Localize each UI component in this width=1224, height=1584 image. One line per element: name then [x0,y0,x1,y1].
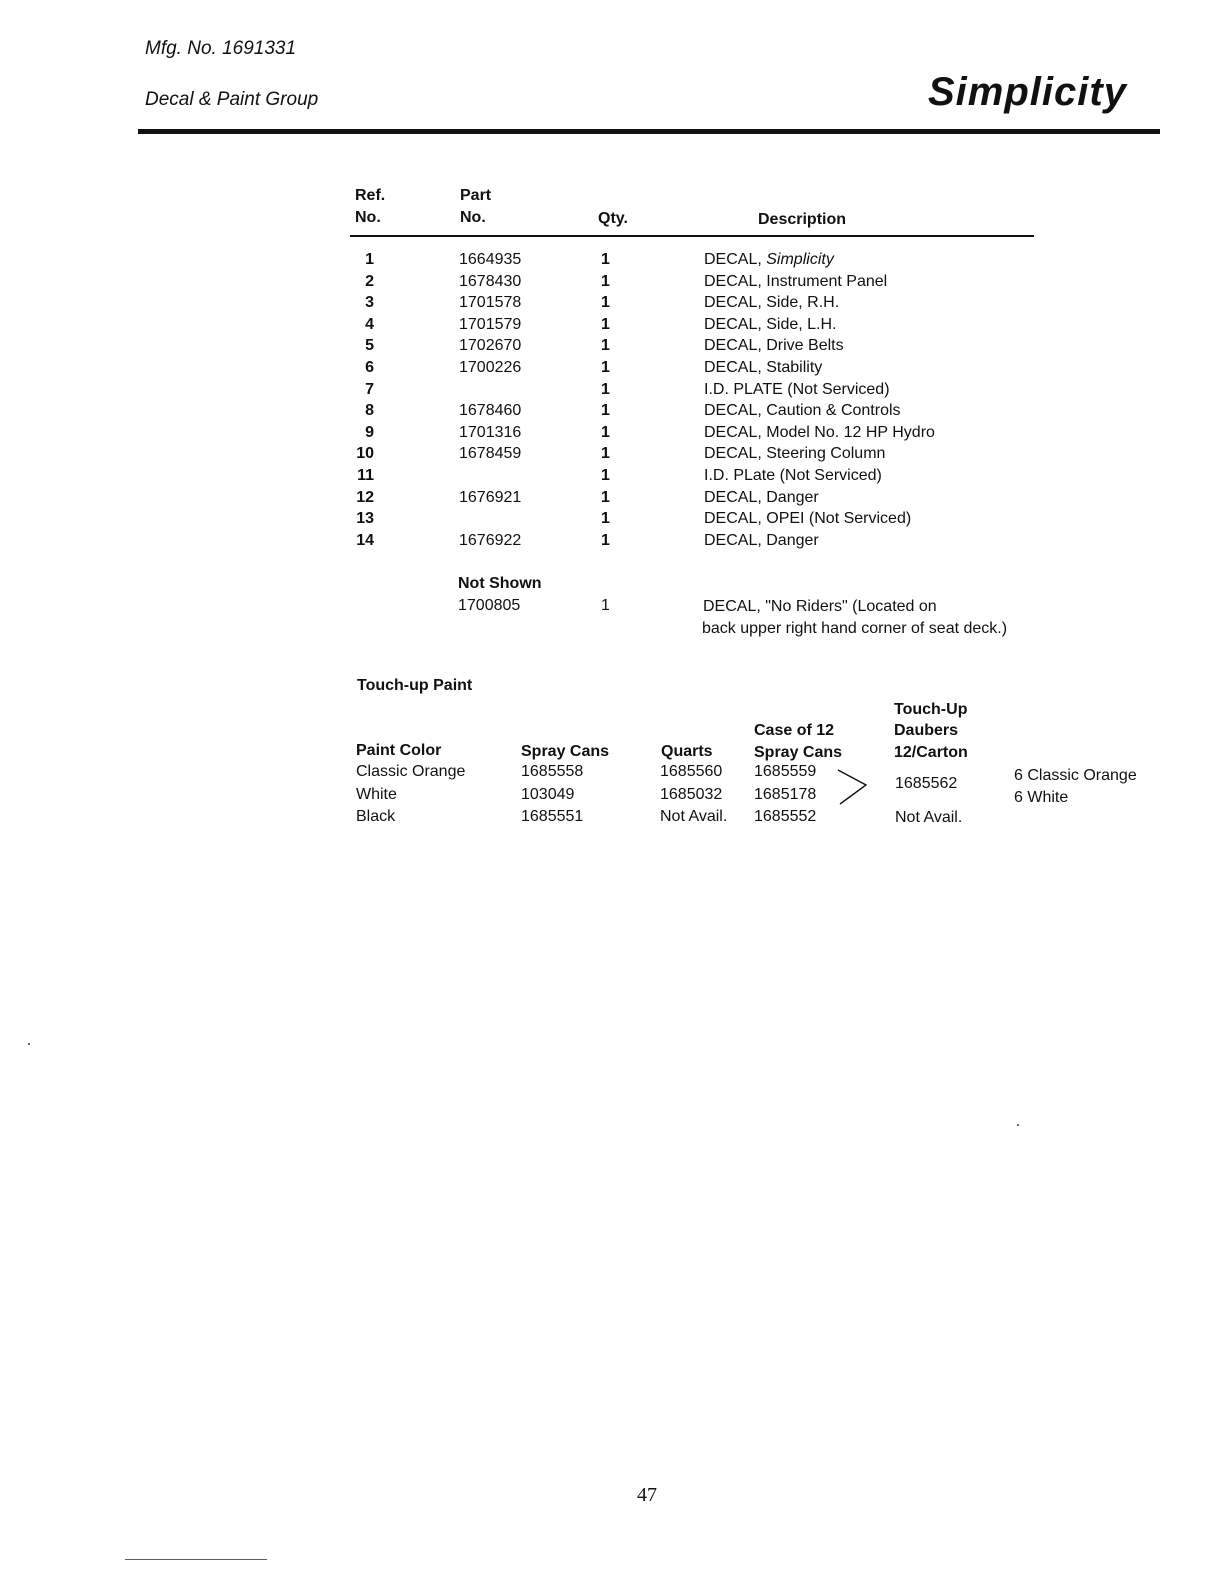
table-row-ref: 4 [365,316,374,333]
table-row-description [704,337,844,355]
not-shown-desc-line1: DECAL, "No Riders" (Located on [703,598,937,615]
table-row-part: 1700226 [459,359,522,376]
table-row-description [704,359,822,377]
mfg-number: Mfg. No. 1691331 [145,38,297,59]
description-text: DECAL, Danger [704,489,819,506]
section-title: Decal & Paint Group [145,89,319,110]
table-row-part: 1678460 [459,402,522,419]
not-shown-qty: 1 [601,597,610,614]
paint-col-color: Paint Color [356,742,442,759]
table-row-part: 1701316 [459,424,522,441]
not-shown-desc-line2: back upper right hand corner of seat deck.) [702,620,1008,637]
table-header-rule [350,235,1034,237]
table-row-qty: 1 [601,532,610,549]
paint-row-spray: 1685551 [521,808,584,825]
not-shown-label: Not Shown [458,575,542,592]
description-text: I.D. PLate (Not Serviced) [704,467,882,484]
table-row-part: 1678430 [459,273,522,290]
paint-col-case-line2: Spray Cans [754,744,843,761]
table-row-ref: 14 [356,532,374,549]
table-row-part: 1678459 [459,445,522,462]
carton-note-line1: 6 Classic Orange [1014,767,1137,784]
paint-row-quarts: 1685560 [660,763,723,780]
table-row-description [704,489,819,507]
col-part-line2: No. [460,209,486,226]
table-row-description [704,445,885,463]
table-row-qty: 1 [601,510,610,527]
description-text: DECAL, Caution & Controls [704,402,901,419]
table-row-qty: 1 [601,402,610,419]
table-row-qty: 1 [601,381,610,398]
table-row-qty: 1 [601,467,610,484]
description-text: DECAL, Steering Column [704,445,886,462]
table-row-qty: 1 [601,445,610,462]
description-text: DECAL, OPEI (Not Serviced) [704,510,912,527]
scan-speck [1017,1124,1019,1126]
table-row-part: 1664935 [459,251,522,268]
table-row-description [704,316,837,334]
table-row-qty: 1 [601,316,610,333]
paint-col-case-line1: Case of 12 [754,722,835,739]
paint-row-spray: 1685558 [521,763,584,780]
paint-row-color: White [356,786,397,803]
paint-col-spray: Spray Cans [521,743,610,760]
header-rule [138,129,1160,134]
page-number: 47 [637,1484,657,1506]
not-shown-part: 1700805 [458,597,521,614]
description-text: DECAL, Danger [704,532,819,549]
description-text: DECAL, [704,251,767,268]
table-row-qty: 1 [601,273,610,290]
paint-col-daubers-line1: Touch-Up [894,701,968,718]
table-row-ref: 5 [365,337,374,354]
table-row-ref: 9 [365,424,374,441]
footer-line [125,1559,267,1560]
table-row-part: 1676921 [459,489,522,506]
description-text: DECAL, Drive Belts [704,337,844,354]
table-row-qty: 1 [601,489,610,506]
table-row-description [704,294,839,312]
table-row-ref: 6 [365,359,374,376]
description-text: DECAL, Side, L.H. [704,316,837,333]
paint-col-quarts: Quarts [661,743,713,760]
paint-col-daubers-line3: 12/Carton [894,744,968,761]
table-row-ref: 13 [356,510,374,527]
brand-logo: Simplicity [928,70,1127,114]
paint-col-daubers-line2: Daubers [894,722,959,739]
paint-row-color: Classic Orange [356,763,466,780]
paint-row-spray: 103049 [521,786,575,803]
table-row-description [704,532,819,550]
bracket-chevron-icon [836,766,872,808]
table-row-qty: 1 [601,424,610,441]
description-brand: Simplicity [766,251,834,268]
table-row-description [704,467,882,485]
scan-speck [28,1043,30,1045]
description-text: DECAL, Instrument Panel [704,273,888,290]
table-row-ref: 3 [365,294,374,311]
table-row-part: 1701578 [459,294,522,311]
description-text: I.D. PLATE (Not Serviced) [704,381,890,398]
col-ref-line1: Ref. [355,187,386,204]
table-row-qty: 1 [601,337,610,354]
paint-row-quarts: 1685032 [660,786,723,803]
description-text: DECAL, Side, R.H. [704,294,840,311]
col-ref-line2: No. [355,209,381,226]
dauber-combined: 1685562 [895,775,958,792]
table-row-part: 1701579 [459,316,522,333]
paint-row-quarts: Not Avail. [660,808,728,825]
table-row-ref: 8 [365,402,374,419]
table-row-description [704,510,911,528]
table-row-ref: 7 [365,381,374,398]
table-row-description [704,402,901,420]
paint-row-case: 1685178 [754,786,817,803]
table-row-description [704,424,935,442]
col-qty: Qty. [598,210,628,227]
table-row-ref: 12 [356,489,374,506]
description-text: DECAL, Stability [704,359,823,376]
table-row-ref: 10 [356,445,374,462]
paint-row-color: Black [356,808,396,825]
table-row-description [704,381,890,399]
paint-title: Touch-up Paint [357,677,473,694]
table-row-qty: 1 [601,359,610,376]
description-text: DECAL, Model No. 12 HP Hydro [704,424,935,441]
table-row-part: 1702670 [459,337,522,354]
table-row-part: 1676922 [459,532,522,549]
col-part-line1: Part [460,187,492,204]
carton-note-line2: 6 White [1014,789,1069,806]
table-row-description [704,251,834,269]
table-row-description [704,273,887,291]
table-row-ref: 11 [357,467,374,484]
table-row-ref: 1 [365,251,374,268]
table-row-qty: 1 [601,251,610,268]
table-row-qty: 1 [601,294,610,311]
dauber-black: Not Avail. [895,809,963,826]
table-row-ref: 2 [365,273,374,290]
paint-row-case: 1685559 [754,763,817,780]
paint-row-case: 1685552 [754,808,817,825]
col-description: Description [758,211,847,228]
